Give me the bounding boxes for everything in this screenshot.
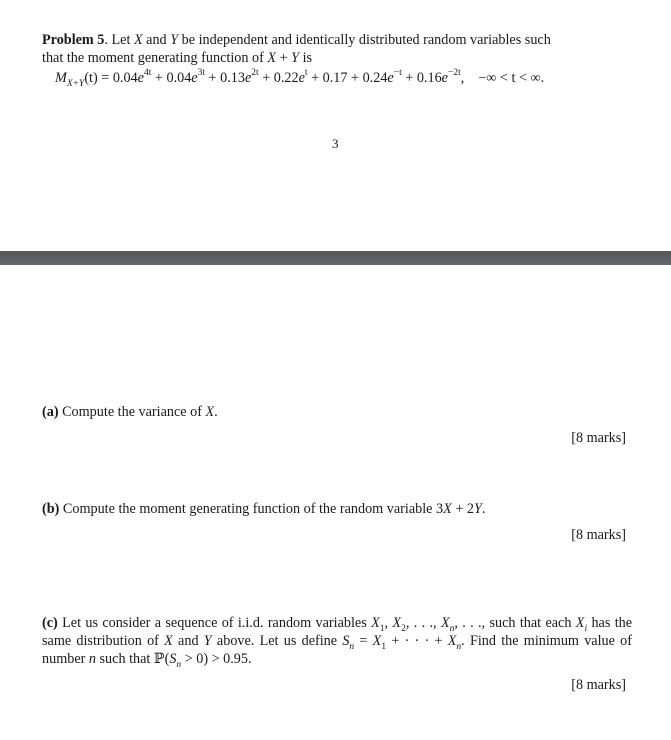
formula-exp: 2t (251, 68, 259, 79)
part-c-label: (c) (42, 615, 58, 631)
problem-intro-line2: that the moment generating function of X + Y is (42, 50, 313, 66)
formula-exp: 3t (197, 68, 205, 79)
page-top (0, 0, 671, 251)
page-separator (0, 251, 671, 265)
formula-exp: t (304, 68, 308, 79)
formula-lhs: M (55, 70, 67, 86)
formula-term: 0.24 (362, 70, 388, 86)
page-bottom (0, 265, 671, 740)
problem-heading: Problem 5 (42, 32, 105, 48)
part-b (42, 500, 632, 518)
part-a-label: (a) (42, 404, 59, 420)
formula-term: 0.16 (416, 70, 442, 86)
formula-term: 0.04 (166, 70, 192, 86)
part-b-text: Compute the moment generating function of the random variable 3X + 2Y. (62, 501, 486, 517)
formula-exp: −2t (447, 68, 461, 79)
formula-term: 0.13 (220, 70, 245, 86)
page-number: 3 (332, 136, 339, 151)
part-b-marks: [8 marks] (571, 527, 626, 543)
part-c-text: Let us consider a sequence of i.i.d. random variables $X_1$, $X_2$, . . ., $X_n$, . . ., such that each $X_i$ has the same distribution of X and Y above. Let us define $S_n = X_1$ + · · · + $X_n$. Find the minimum value of number n such that $ℙ(S_n > 0) > 0.95$. (42, 615, 633, 670)
formula-term: 0.22 (273, 70, 299, 86)
formula-domain: −∞ < t < ∞. (478, 70, 545, 86)
formula-lhs-arg: (t) = (84, 70, 113, 86)
formula-term: 0.17 (322, 70, 348, 86)
part-a-text: Compute the variance of X. (62, 404, 218, 420)
part-a-marks: [8 marks] (571, 430, 626, 446)
part-c-marks: [8 marks] (571, 677, 626, 693)
part-c (42, 614, 632, 668)
formula-lhs-sub: X+Y (66, 78, 85, 89)
mgf-formula: $M_{X+Y}(t) = 0.04e^{4t} + 0.04e^{3t} + 0.13e^{2t} + 0.22e^t + 0.17 + 0.24e^{-t} + 0.16e^{-2t}$, −∞ < t < ∞. (55, 68, 545, 89)
formula-exp: −t (393, 68, 402, 79)
formula-term: 0.04 (112, 70, 138, 86)
part-b-label: (b) (42, 501, 60, 517)
problem-intro-line1: . Let X and Y be independent and identically distributed random variables such (104, 32, 551, 48)
part-a (42, 403, 632, 421)
formula-exp: 4t (143, 68, 152, 79)
problem-statement (42, 31, 632, 67)
